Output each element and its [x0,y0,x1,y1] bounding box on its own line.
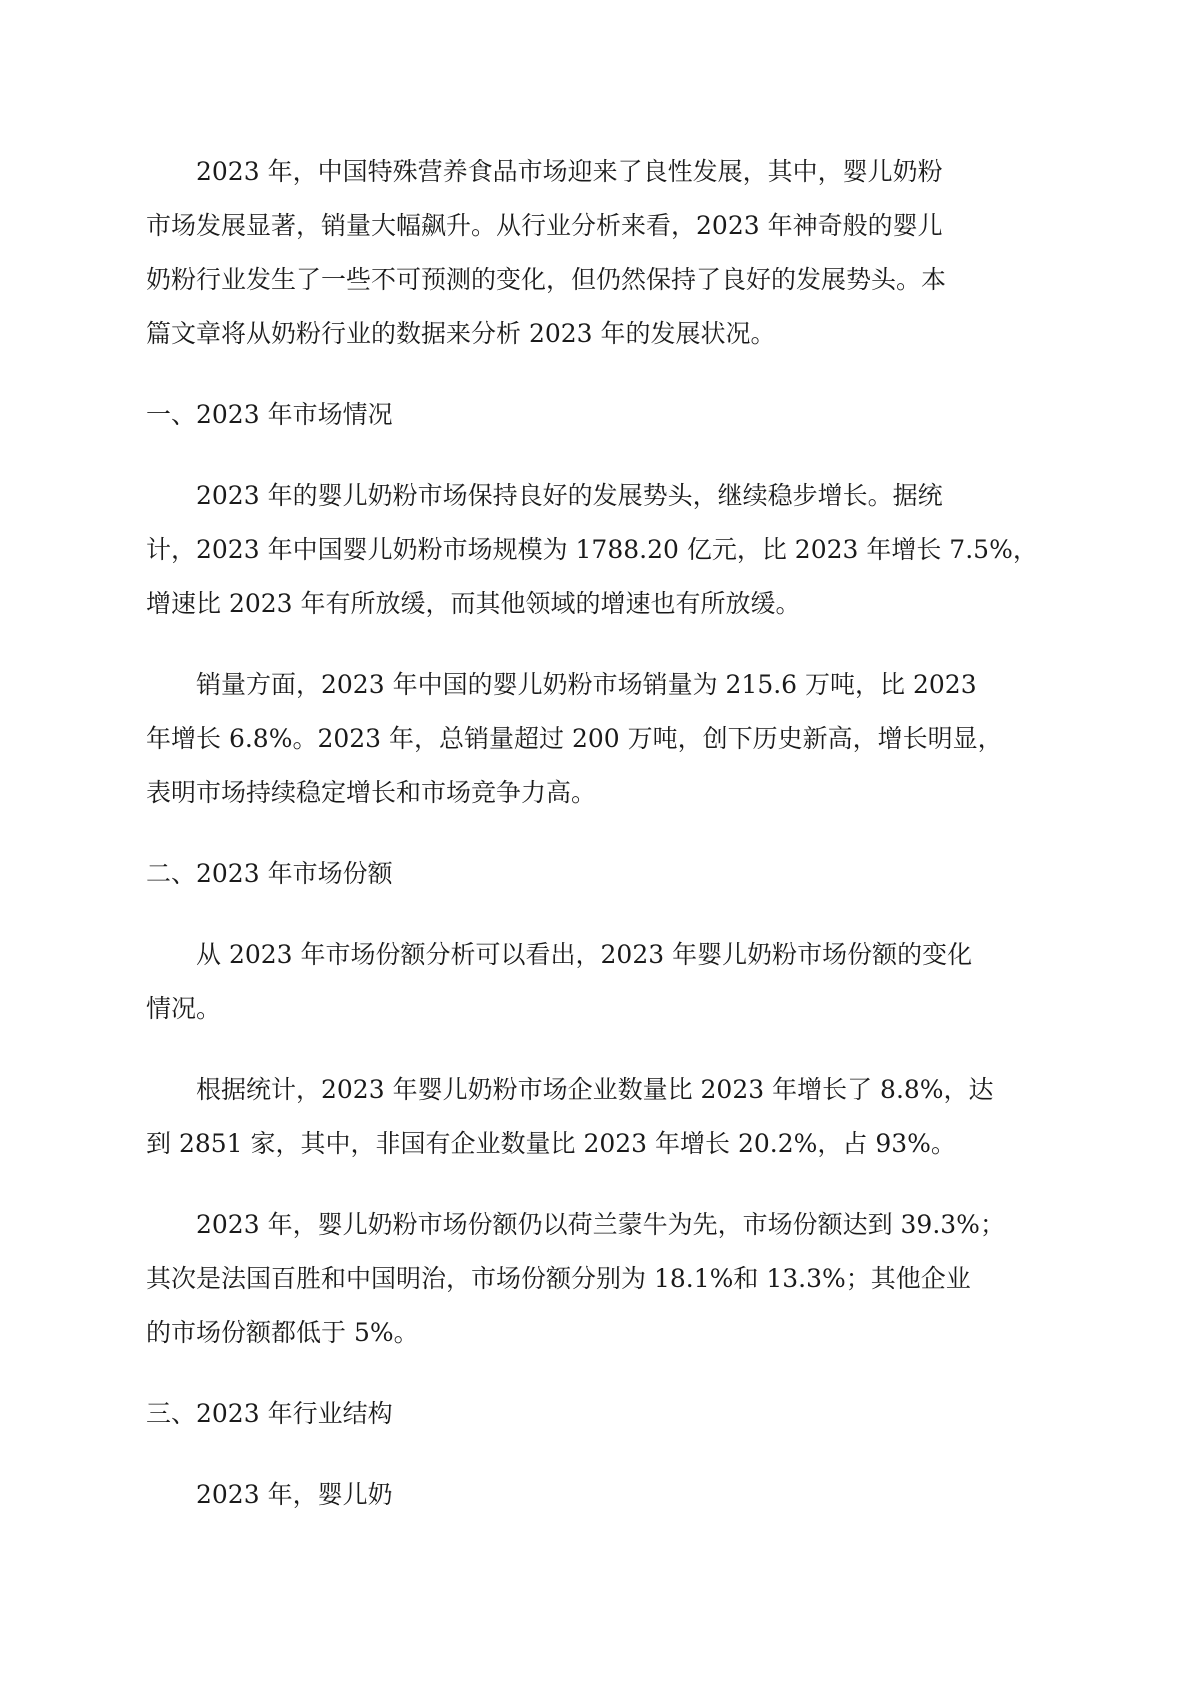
brand-share-paragraph [146,1198,1071,1360]
heading-text: 一、2023 年市场情况 [146,400,393,429]
text-line: 2023 年，婴儿奶粉市场份额仍以荷兰蒙牛为先，市场份额达到 39.3%； [196,1210,1005,1239]
text-line: 从 2023 年市场份额分析可以看出，2023 年婴儿奶粉市场份额的变化 [196,940,973,969]
text-line: 其次是法国百胜和中国明治，市场份额分别为 18.1%和 13.3%；其他企业 [146,1264,971,1293]
text-line: 增速比 2023 年有所放缓，而其他领域的增速也有所放缓。 [146,589,801,618]
text-line: 根据统计，2023 年婴儿奶粉市场企业数量比 2023 年增长了 8.8%，达 [196,1075,994,1104]
section-heading-market-situation [146,388,1071,442]
heading-text: 三、2023 年行业结构 [146,1399,393,1428]
enterprise-count-paragraph [146,1063,1071,1171]
text-line: 销量方面，2023 年中国的婴儿奶粉市场销量为 215.6 万吨，比 2023 [196,670,977,699]
section-heading-market-share [146,847,1071,901]
sales-volume-paragraph [146,658,1071,820]
heading-text: 二、2023 年市场份额 [146,859,393,888]
text-line: 篇文章将从奶粉行业的数据来分析 2023 年的发展状况。 [146,319,776,348]
intro-paragraph [146,145,1071,361]
text-line: 到 2851 家，其中，非国有企业数量比 2023 年增长 20.2%，占 93%。 [146,1129,956,1158]
text-line: 情况。 [146,994,222,1023]
text-line: 表明市场持续稳定增长和市场竞争力高。 [146,778,597,807]
text-line: 奶粉行业发生了一些不可预测的变化，但仍然保持了良好的发展势头。本 [146,265,947,294]
market-size-paragraph [146,469,1071,631]
text-line: 2023 年，婴儿奶 [196,1480,393,1509]
text-line: 2023 年，中国特殊营养食品市场迎来了良性发展，其中，婴儿奶粉 [196,157,943,186]
text-line: 市场发展显著，销量大幅飙升。从行业分析来看，2023 年神奇般的婴儿 [146,211,943,240]
section-heading-industry-structure [146,1387,1071,1441]
text-line: 的市场份额都低于 5%。 [146,1318,419,1347]
industry-structure-paragraph [146,1468,1071,1522]
text-line: 年增长 6.8%。2023 年，总销量超过 200 万吨，创下历史新高，增长明显， [146,724,1003,753]
text-line: 计，2023 年中国婴儿奶粉市场规模为 1788.20 亿元，比 2023 年增长 7.5%， [146,535,1038,564]
market-share-intro-paragraph [146,928,1071,1036]
text-line: 2023 年的婴儿奶粉市场保持良好的发展势头，继续稳步增长。据统 [196,481,943,510]
